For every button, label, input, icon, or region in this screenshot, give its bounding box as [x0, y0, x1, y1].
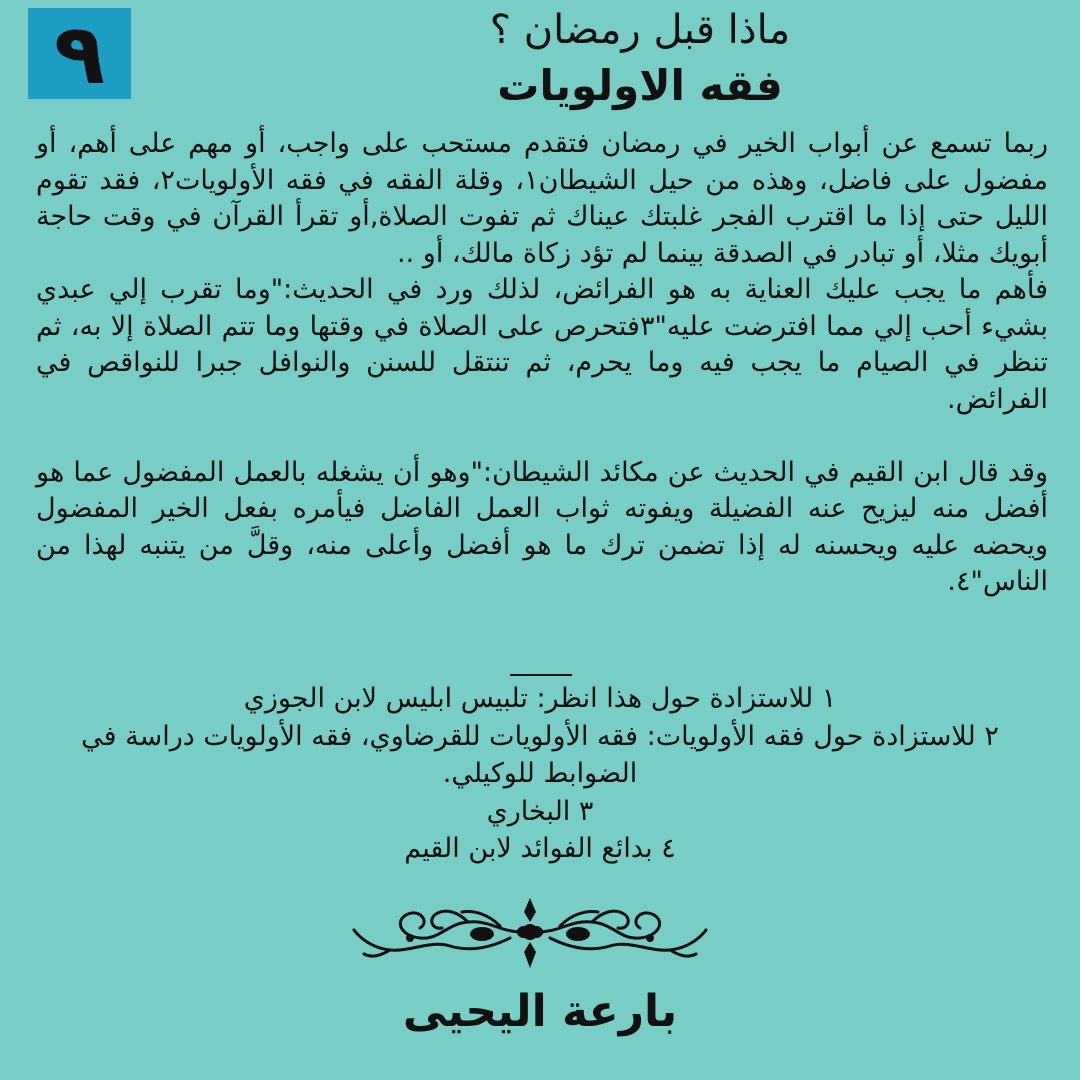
- footnote-1: ١ للاستزادة حول هذا انظر: تلبيس ابليس لابن الجوزي: [243, 683, 837, 714]
- paragraph-intro: ربما تسمع عن أبواب الخير في رمضان فتقدم مستحب على واجب، أو مهم على أهم، أو مفضول على فاضل، وهذه من حيل الشيطان١، وقلة الفقه في فقه الأولويات٢، فقد تقوم الليل حتى إذا ما اقترب الفجر غلبتك عيناك ثم تفوت الصلاة,أو تقرأ القرآن في وقت حاجة أبويك مثلا، أو تبادر في الصدقة بينما لم تؤد زكاة مالك، أو ..: [36, 128, 1048, 269]
- footnote-2: ٢ للاستزادة حول فقه الأولويات: فقه الأولويات للقرضاوي، فقه الأولويات دراسة في الضوابط للوكيلي.: [81, 720, 999, 789]
- footnote-divider: [510, 674, 572, 676]
- footnote-3: ٣ البخاري: [486, 795, 594, 827]
- author-signature: بارعة اليحيى: [402, 986, 678, 1037]
- page-title: فقه الاولويات: [497, 61, 783, 110]
- badge-number: ٩: [53, 4, 106, 103]
- number-badge: [28, 4, 131, 103]
- flourish-divider-icon: [350, 892, 710, 972]
- footnote-4: ٤ بدائع الفوائد لابن القيم: [404, 833, 676, 864]
- paragraph-ibn-qayyim: وقد قال ابن القيم في الحديث عن مكائد الشيطان:"وهو أن يشغله بالعمل المفضول عما هو أفضل منه ليزيح عنه الفضيلة ويفوته ثواب العمل الفاضل فيأمره بفعل الخير المفضول ويحضه عليه ويحسنه له إذا تضمن ترك ما هو أفضل وأعلى منه، وقلَّ من يتنبه لهذا من الناس"٤.: [36, 456, 1048, 597]
- paragraph-obligations: فأهم ما يجب عليك العناية به هو الفرائض، لذلك ورد في الحديث:"وما تقرب إلي عبدي بشيء أحب إلي مما افترضت عليه"٣فتحرص على الصلاة في وقتها وما تتم الصلاة إلا به، ثم تنظر في الصيام ما يجب فيه وما يحرم، ثم تنتقل للسنن والنوافل جبرا للنواقص في الفرائض.: [36, 274, 1048, 415]
- paragraph-gap: [36, 418, 1048, 455]
- header-question: ماذا قبل رمضان ؟: [489, 7, 791, 53]
- footnotes: [60, 680, 1020, 868]
- article-body: [36, 126, 1048, 601]
